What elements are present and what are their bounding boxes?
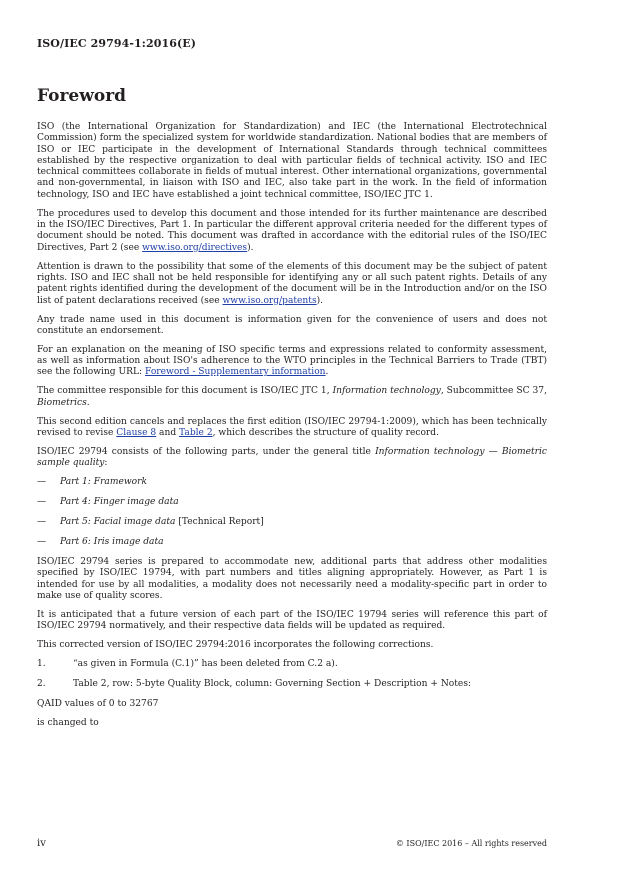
paragraph-patents: Attention is drawn to the possibility that some of the elements of this document may be the subject of patent rights. ISO and IEC shall not be held responsible for identifying any or all such patent rights. Details of any patent rights identified during the development of the document will be in the Introduction and/or on the ISO list of patent declarations received (see www.iso.org/patents). (37, 261, 547, 306)
paragraph-series: ISO/IEC 29794 series is prepared to accommodate new, additional parts that address other modalities specified by ISO/IEC 19794, with part numbers and titles aligning appropriately. However, as Part 1 is intended for use by all modalities, a modality does not necessarily need a modality-specific part in order to make use of quality scores. (37, 557, 547, 602)
paragraph-procedures: The procedures used to develop this document and those intended for its further maintenance are described in the ISO/IEC Directives, Part 1. In particular the different approval criteria needed for the different types of document should be noted. This document was drafted in accordance with the editorial rules of the ISO/IEC Directives, Part 2 (see www.iso.org/directives). (37, 208, 547, 253)
paragraph-edition: This second edition cancels and replaces the first edition (ISO/IEC 29794-1:2009), which has been technically revised to revise Clause 8 and Table 2, which describes the structure of quality record. (37, 416, 547, 438)
paragraph-qaid-values: QAID values of 0 to 32767 (37, 699, 159, 710)
paragraph-changed-to: is changed to (37, 718, 99, 729)
list-item: — Part 1: Framework (37, 477, 147, 488)
paragraph-parts-intro: ISO/IEC 29794 consists of the following parts, under the general title Information technology — Biometric sample quality: (37, 446, 547, 469)
document-code-header: ISO/IEC 29794-1:2016(E) (37, 37, 197, 50)
link-directives[interactable]: www.iso.org/directives (142, 242, 248, 253)
link-supplementary-information[interactable]: Foreword - Supplementary information (145, 367, 326, 378)
paragraph-corrections-intro: This corrected version of ISO/IEC 29794:2016 incorporates the following corrections. (37, 640, 434, 651)
page-title: Foreword (37, 86, 127, 106)
list-item: — Part 4: Finger image data (37, 497, 179, 508)
list-item: — Part 6: Iris image data (37, 537, 164, 548)
paragraph-committee: The committee responsible for this document is ISO/IEC JTC 1, Information technology, Subcommittee SC 37, Biometrics. (37, 386, 547, 408)
page-number: iv (37, 838, 46, 849)
paragraph-conformity: For an explanation on the meaning of ISO specific terms and expressions related to conformity assessment, as well as information about ISO's adherence to the WTO principles in the Technical Barriers to Trade (TBT) see the following URL: Foreword - Supplementary information. (37, 344, 547, 378)
paragraph-organization: ISO (the International Organization for Standardization) and IEC (the International Electrotechnical Commission) form the specialized system for worldwide standardization. National bodies that are members of ISO or IEC participate in the development of International Standards through technical committees established by the respective organization to deal with particular fields of technical activity. ISO and IEC technical committees collaborate in fields of mutual interest. Other international organizations, governmental and non-governmental, in liaison with ISO and IEC, also take part in the work. In the field of information technology, ISO and IEC have established a joint technical committee, ISO/IEC JTC 1. (37, 122, 547, 200)
foreword-body (37, 122, 547, 737)
list-item: — Part 5: Facial image data [Technical Report] (37, 517, 264, 528)
link-patents[interactable]: www.iso.org/patents (222, 295, 317, 306)
correction-item: 2. Table 2, row: 5-byte Quality Block, column: Governing Section + Description + Notes: (37, 679, 472, 690)
paragraph-trade-name: Any trade name used in this document is information given for the convenience of users and does not constitute an endorsement. (37, 314, 547, 336)
copyright-notice: © ISO/IEC 2016 – All rights reserved (395, 839, 547, 848)
link-clause-8[interactable]: Clause 8 (116, 427, 157, 438)
correction-item: 1. “as given in Formula (C.1)” has been deleted from C.2 a). (37, 659, 338, 670)
link-table-2[interactable]: Table 2 (179, 427, 213, 438)
paragraph-future-version: It is anticipated that a future version of each part of the ISO/IEC 19794 series will reference this part of ISO/IEC 29794 normatively, and their respective data fields will be updated as required. (37, 610, 547, 632)
